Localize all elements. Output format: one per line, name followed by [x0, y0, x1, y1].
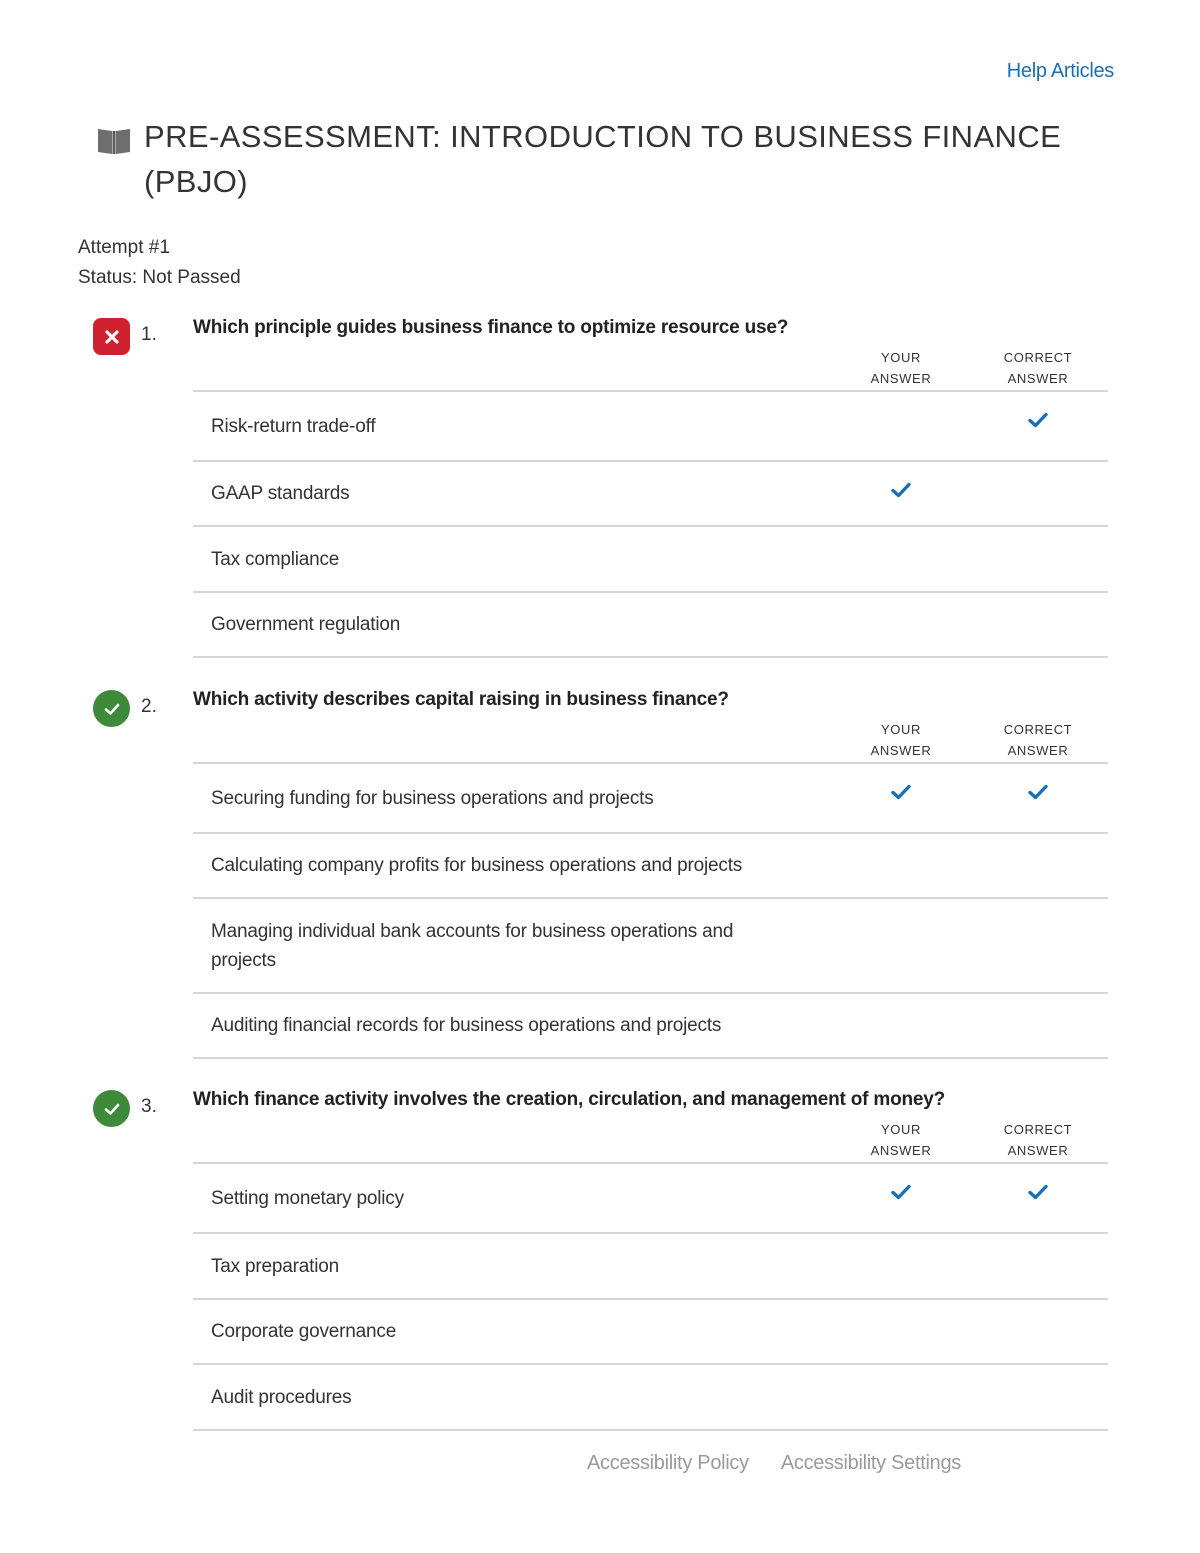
answer-option-text: Government regulation: [211, 614, 401, 635]
answer-option-text: Calculating company profits for business operations and projects: [211, 855, 743, 876]
answer-row: [193, 994, 1108, 1059]
your-answer-checkmark-icon: [891, 482, 911, 498]
correct-answer-checkmark-icon: [1028, 412, 1048, 428]
correct-answer-header-line1: CORRECT: [1003, 1122, 1073, 1137]
question-number: 3.: [141, 1096, 157, 1117]
your-answer-header-line1: YOUR: [881, 1122, 921, 1137]
correct-answer-header: [983, 719, 1093, 761]
answer-table: [193, 390, 1108, 658]
correct-answer-header: [983, 347, 1093, 389]
your-answer-header: [846, 1119, 956, 1161]
answer-row: [193, 593, 1108, 658]
page-header: [96, 114, 1106, 204]
answer-row: [193, 1300, 1108, 1365]
your-answer-header: [846, 347, 956, 389]
answer-option-text: Managing individual bank accounts for business operations and projects: [211, 920, 734, 971]
answer-row: [193, 899, 1108, 994]
answer-table: [193, 1162, 1108, 1431]
correct-answer-header-line2: ANSWER: [1007, 371, 1069, 386]
question-text: Which activity describes capital raising in business finance?: [193, 689, 729, 710]
answer-row: [193, 1234, 1108, 1300]
answer-option-text: Tax compliance: [211, 548, 340, 570]
your-answer-header-line2: ANSWER: [870, 371, 932, 386]
answer-row: [193, 764, 1108, 834]
your-answer-header-line2: ANSWER: [870, 1143, 932, 1158]
answer-row: [193, 834, 1108, 899]
x-icon: [93, 318, 130, 355]
answer-option-text: Setting monetary policy: [211, 1187, 404, 1209]
page-title: PRE-ASSESSMENT: INTRODUCTION TO BUSINESS FINANCE (PBJO): [144, 119, 1062, 199]
question-text: Which principle guides business finance to optimize resource use?: [193, 317, 789, 338]
footer: [587, 1452, 961, 1475]
answer-option-text: Securing funding for business operations and projects: [211, 787, 654, 809]
book-icon: [96, 126, 132, 156]
answer-option-text: Corporate governance: [211, 1321, 397, 1342]
correct-answer-header-line1: CORRECT: [1003, 350, 1073, 365]
attempt-info: [78, 233, 241, 293]
answer-option-text: Audit procedures: [211, 1386, 352, 1408]
question-text: Which finance activity involves the creation, circulation, and management of money?: [193, 1089, 946, 1110]
answer-option-text: Auditing financial records for business operations and projects: [211, 1015, 722, 1036]
answer-row: [193, 392, 1108, 462]
your-answer-checkmark-icon: [891, 1184, 911, 1200]
question-number: 2.: [141, 696, 157, 717]
answer-option-text: GAAP standards: [211, 483, 350, 504]
answer-table: [193, 762, 1108, 1059]
correct-answer-checkmark-icon: [1028, 1184, 1048, 1200]
your-answer-header: [846, 719, 956, 761]
attempt-status: Status: Not Passed: [78, 267, 241, 288]
your-answer-header-line1: YOUR: [881, 722, 921, 737]
answer-row: [193, 462, 1108, 527]
answer-row: [193, 527, 1108, 593]
correct-answer-header: [983, 1119, 1093, 1161]
answer-option-text: Tax preparation: [211, 1255, 339, 1277]
accessibility-policy-link[interactable]: Accessibility Policy: [587, 1452, 749, 1474]
attempt-number: Attempt #1: [78, 237, 170, 258]
answer-row: [193, 1365, 1108, 1431]
correct-answer-checkmark-icon: [1028, 784, 1048, 800]
answer-option-text: Risk-return trade-off: [211, 415, 376, 437]
correct-answer-header-line1: CORRECT: [1003, 722, 1073, 737]
correct-answer-header-line2: ANSWER: [1007, 743, 1069, 758]
your-answer-header-line1: YOUR: [881, 350, 921, 365]
your-answer-checkmark-icon: [891, 784, 911, 800]
check-icon: [93, 690, 130, 727]
check-icon: [93, 1090, 130, 1127]
answer-row: [193, 1164, 1108, 1234]
correct-answer-header-line2: ANSWER: [1007, 1143, 1069, 1158]
help-articles-link[interactable]: Help Articles: [1006, 60, 1114, 82]
question-number: 1.: [141, 324, 157, 345]
your-answer-header-line2: ANSWER: [870, 743, 932, 758]
accessibility-settings-link[interactable]: Accessibility Settings: [780, 1452, 961, 1474]
